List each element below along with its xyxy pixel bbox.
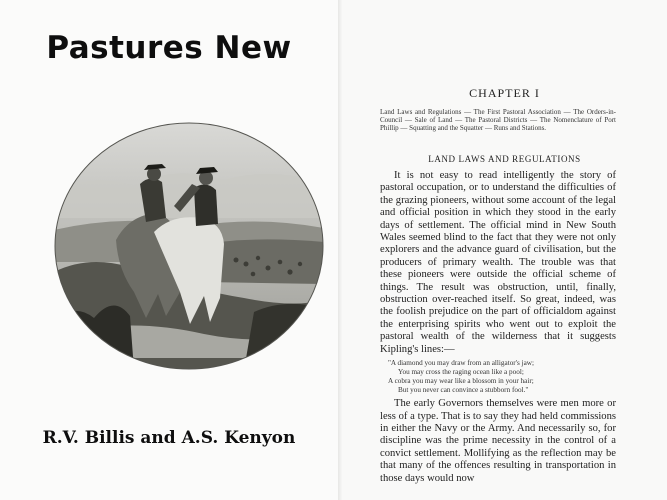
verse-quote (388, 359, 616, 395)
paragraph: The early Governors themselves were men more or less of a type. That is to say they had held commissions in either the Navy or the Army. And necessarily so, for discipline was the prime necessity in the control of a convict settlement. Mollifying as the reflection may be that many of the offences resulting in transportation in those days would now (380, 398, 616, 484)
verse-line: A cobra you may wear like a blossom in your hair; (388, 377, 534, 386)
verse-line: "A diamond you may draw from an alligator's jaw; (388, 359, 534, 368)
chapter-heading: CHAPTER I (469, 86, 540, 100)
chapter-synopsis: Land Laws and Regulations — The First Pastoral Association — The Orders-in-Council — Sale of Land — The Pastoral Districts — The Nomenclature of Port Phillip — Squatting and the Squatter — Runs and Stations. (380, 108, 616, 133)
cover-illustration (54, 122, 324, 370)
verse-line: You may cross the raging ocean like a pool; (398, 368, 524, 377)
section-heading: LAND LAWS AND REGULATIONS (428, 154, 581, 164)
chapter-body (380, 170, 616, 485)
verse-line: But you never can convince a stubborn fool." (398, 386, 529, 395)
book-authors: R.V. Billis and A.S. Kenyon (42, 428, 296, 448)
book-title: Pastures New (46, 30, 292, 66)
paragraph: It is not easy to read intelligently the story of pastoral occupation, or to understand the difficulties of the grazing pioneers, without some account of the legal and official position in which they stood in the early days of settlement. The official mind in New South Wales seemed blind to the fact that they were not only explorers and the advance guard of civilisation, but the producers of primary wealth. The trouble was that these pioneers were outside the official scheme of things. The result was obstruction, until, finally, obstruction over-reached itself. So great, indeed, was the foolish prejudice on the part of officialdom against the enterprising spirits who went out to exploit the pastoral wealth of the wilderness that it suggests Kipling's lines:— (380, 170, 616, 355)
